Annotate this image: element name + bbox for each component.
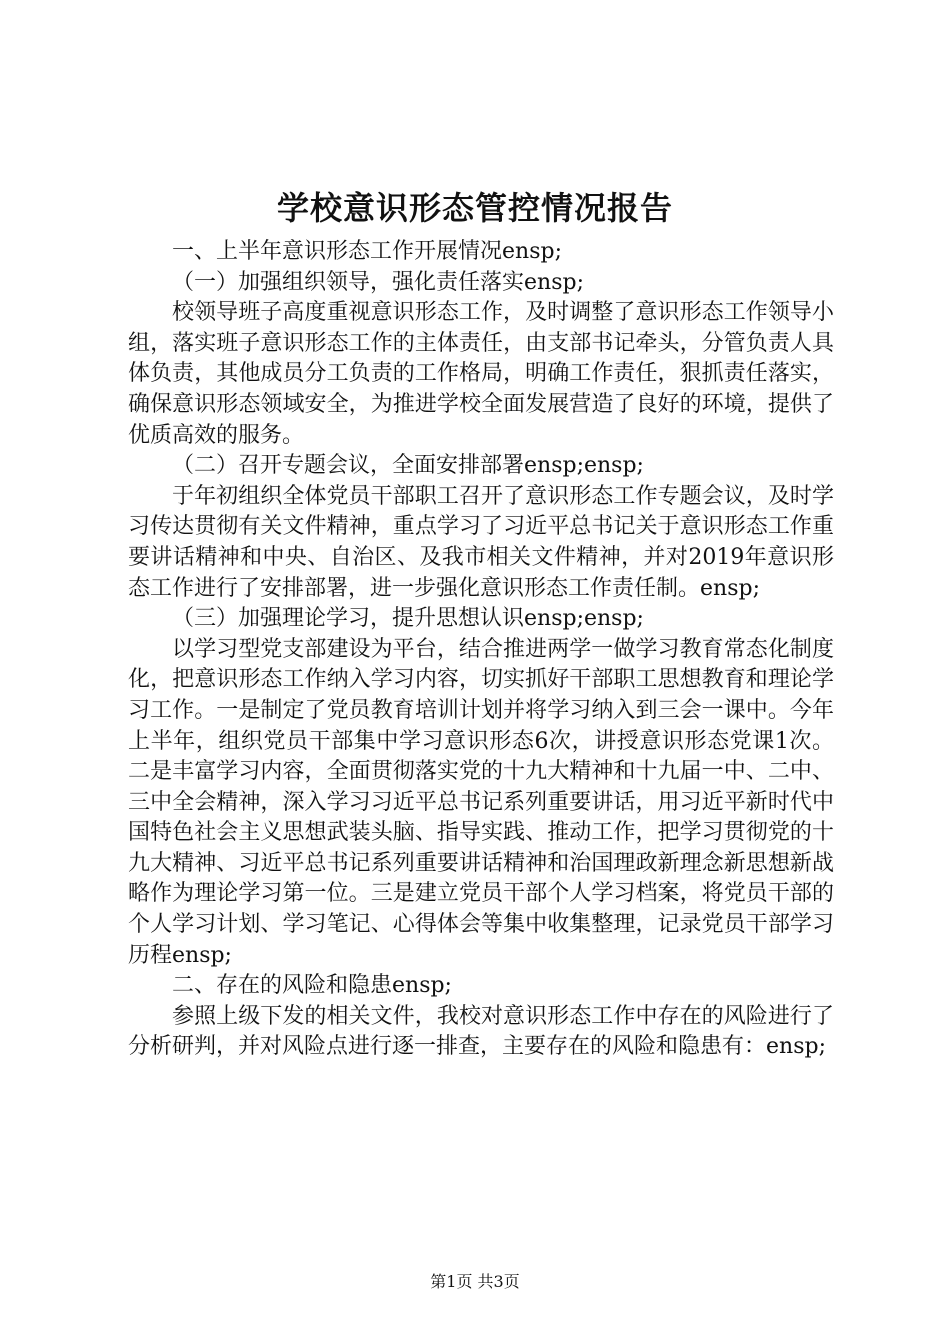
- document-title: 学校意识形态管控情况报告: [276, 189, 673, 227]
- subsection-heading: （二）召开专题会议，全面安排部署ensp;ensp;: [172, 453, 644, 479]
- body-paragraph: 校领导班子高度重视意识形态工作，及时调整了意识形态工作领导小组，落实班子意识形态工作的主体责任，由支部书记牵头，分管负责人具体负责，其他成员分工负责的工作格局，明确工作责任，狠抓责任落实，确保意识形态领域安全，为推进学校全面发展营造了良好的环境，提供了优质高效的服务。: [128, 300, 834, 448]
- section-heading: 二、存在的风险和隐患ensp;: [172, 973, 452, 999]
- section-heading: 一、上半年意识形态工作开展情况ensp;: [172, 239, 562, 264]
- body-paragraph: 参照上级下发的相关文件，我校对意识形态工作中存在的风险进行了分析研判，并对风险点进行逐一排查，主要存在的风险和隐患有：ensp;: [128, 1003, 834, 1060]
- subsection-heading: （一）加强组织领导，强化责任落实ensp;: [172, 269, 584, 295]
- subsection-heading: （三）加强理论学习，提升思想认识ensp;ensp;: [172, 606, 644, 632]
- page-footer: 第1页 共3页: [430, 1272, 520, 1291]
- document-body: [128, 237, 834, 1063]
- body-paragraph: 以学习型党支部建设为平台，结合推进两学一做学习教育常态化制度化，把意识形态工作纳入学习内容，切实抓好干部职工思想教育和理论学习工作。一是制定了党员教育培训计划并将学习纳入到三会一课中。今年上半年，组织党员干部集中学习意识形态6次，讲授意识形态党课1次。二是丰富学习内容，全面贯彻落实党的十九大精神和十九届一中、二中、三中全会精神，深入学习习近平总书记系列重要讲话，用习近平新时代中国特色社会主义思想武装头脑、指导实践、推动工作，把学习贯彻党的十九大精神、习近平总书记系列重要讲话精神和治国理政新理念新思想新战略作为理论学习第一位。三是建立党员干部个人学习档案，将党员干部的个人学习计划、学习笔记、心得体会等集中收集整理，记录党员干部学习历程ensp;: [128, 636, 834, 968]
- body-paragraph: 于年初组织全体党员干部职工召开了意识形态工作专题会议，及时学习传达贯彻有关文件精神，重点学习了习近平总书记关于意识形态工作重要讲话精神和中央、自治区、及我市相关文件精神，并对2019年意识形态工作进行了安排部署，进一步强化意识形态工作责任制。ensp;: [128, 483, 834, 601]
